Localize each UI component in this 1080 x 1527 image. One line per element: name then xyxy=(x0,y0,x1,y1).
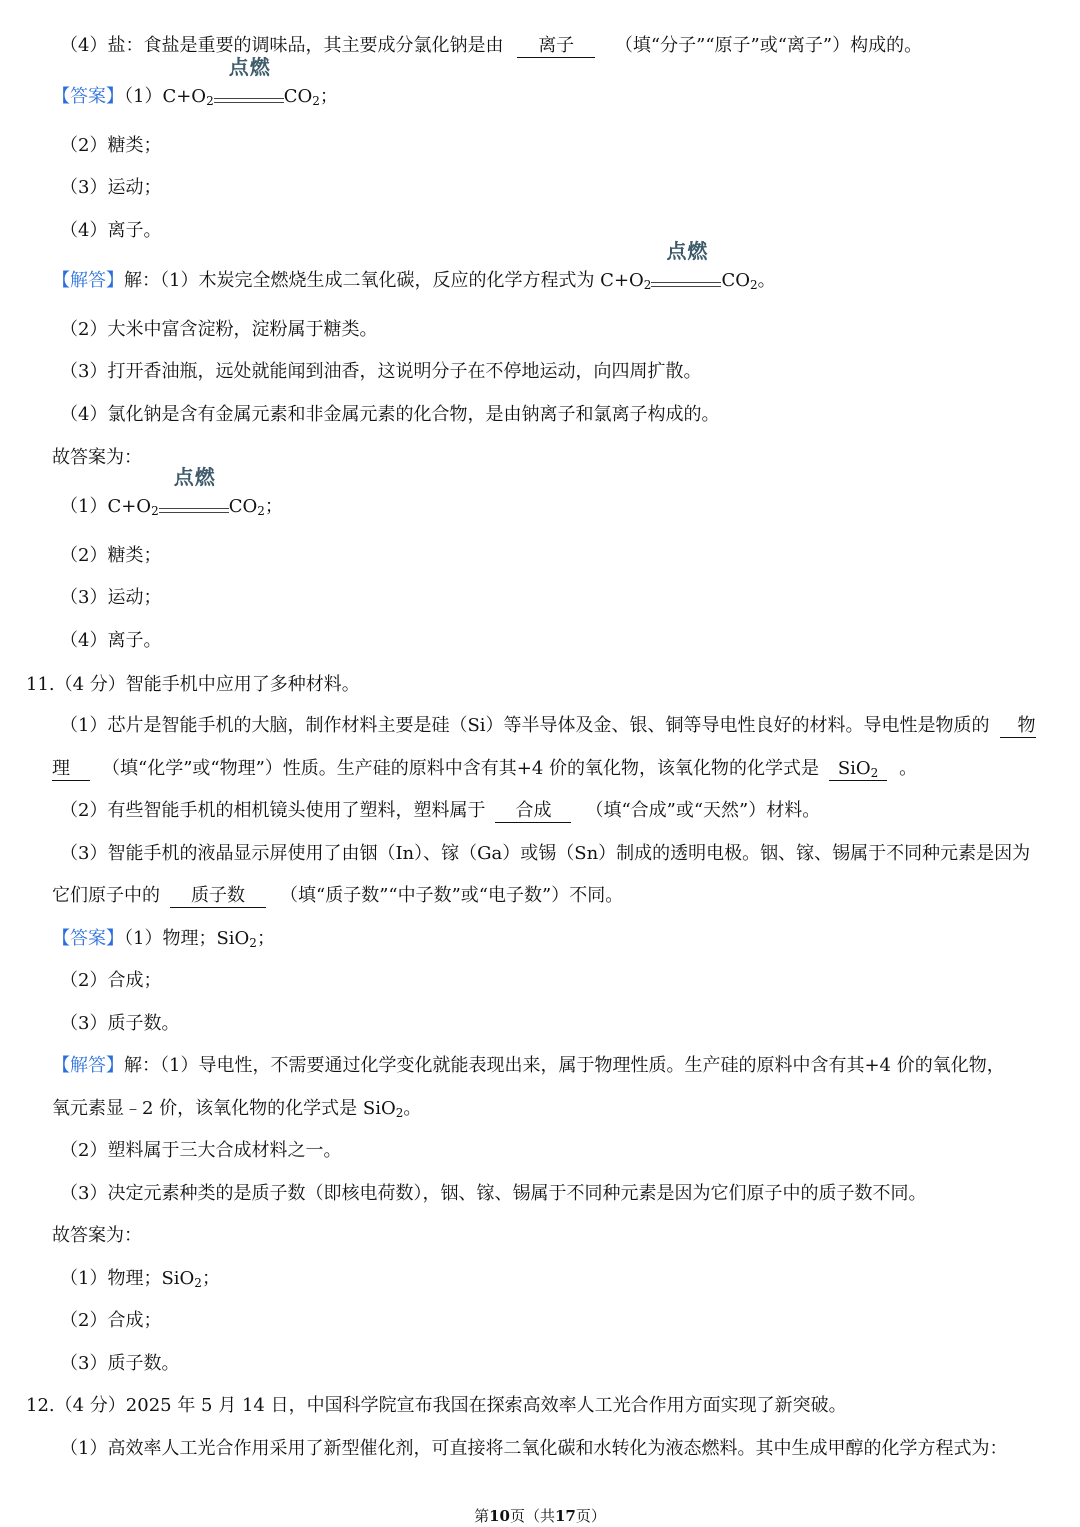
q11-stem: 11.（4 分）智能手机中应用了多种材料。 xyxy=(26,674,360,695)
q11-explain-line1: 【解答】解：（1）导电性，不需要通过化学变化就能表现出来，属于物理性质。生产硅的原料中含有其+4 价的氧化物， xyxy=(52,1055,1005,1076)
answer-tag: 【答案】 xyxy=(52,86,124,107)
q11-part2-line: （2）有些智能手机的相机镜头使用了塑料，塑料属于 合成 （填“合成”或“天然”）材料。 xyxy=(60,800,821,821)
q12-part1-line: （1）高效率人工光合作用采用了新型催化剂，可直接将二氧化碳和水转化为液态燃料。其中生成甲醇的化学方程式为： xyxy=(60,1438,1008,1459)
q11-explain-line3: （2）塑料属于三大合成材料之一。 xyxy=(60,1140,342,1161)
explain-tag: 【解答】 xyxy=(52,270,124,291)
q10-explain-line1: 【解答】解：（1）木炭完全燃烧生成二氧化碳，反应的化学方程式为 $C+O_2$ 点燃 $CO_2$。 xyxy=(52,239,776,292)
q11-part1-formula-blank: SiO$_2$ xyxy=(829,758,887,781)
q11-answer-line2: （2）合成； xyxy=(60,970,162,991)
q11-part3-line2: 它们原子中的 质子数 （填“质子数”“中子数”或“电子数”）不同。 xyxy=(52,885,624,906)
current-page-number: 10 xyxy=(489,1507,510,1525)
q12-stem: 12.（4 分）2025 年 5 月 14 日，中国科学院宣布我国在探索高效率人工光合作用方面实现了新突破。 xyxy=(26,1395,847,1416)
reaction-condition: 点燃 xyxy=(666,239,709,263)
page-footer: 第10页（共17页） xyxy=(474,1507,606,1525)
q10-answer-line1: 【答案】$(1)C+O_2$ 点燃 $CO_2$； xyxy=(52,55,338,108)
q10-answer-line2: （2）糖类； xyxy=(60,135,162,156)
reaction-condition: 点燃 xyxy=(228,55,271,79)
q10-part4-blank: 离子 xyxy=(517,35,595,58)
q11-part1-blank-end: 理 xyxy=(52,758,90,781)
q11-part2-blank: 合成 xyxy=(495,800,571,823)
q10-final-line3: （3）运动； xyxy=(60,587,162,608)
q10-final-line1: $(1)C+O_2$ 点燃 $CO_2$； xyxy=(60,465,283,518)
q11-final-line3: （3）质子数。 xyxy=(60,1353,180,1374)
q11-final-line1: （1）物理；SiO$_2$； xyxy=(60,1268,220,1290)
reaction-condition: 点燃 xyxy=(173,465,216,489)
explain-tag: 【解答】 xyxy=(52,1055,124,1076)
q11-explain-line2: 氧元素显﹣2 价，该氧化物的化学式是 SiO$_2$。 xyxy=(52,1098,422,1120)
q11-final-label: 故答案为： xyxy=(52,1225,142,1246)
q11-answer-line3: （3）质子数。 xyxy=(60,1013,180,1034)
q10-answer-line3: （3）运动； xyxy=(60,177,162,198)
q11-part1-line1: （1）芯片是智能手机的大脑，制作材料主要是硅（Si）等半导体及金、银、铜等导电性良好的材料。导电性是物质的 物 xyxy=(60,715,1036,736)
q11-part1-blank-start: 物 xyxy=(1000,715,1036,738)
q10-explain-line4: （4）氯化钠是含有金属元素和非金属元素的化合物，是由钠离子和氯离子构成的。 xyxy=(60,404,720,425)
q11-explain-line4: （3）决定元素种类的是质子数（即核电荷数），铟、镓、锡属于不同种元素是因为它们原子中的质子数不同。 xyxy=(60,1183,927,1204)
q11-part3-blank: 质子数 xyxy=(170,885,266,908)
q11-answer-line1: 【答案】（1）物理；SiO$_2$； xyxy=(52,928,275,950)
q10-final-label: 故答案为： xyxy=(52,447,142,468)
q10-answer-line4: （4）离子。 xyxy=(60,220,162,241)
reaction-arrow xyxy=(159,465,229,520)
reaction-arrow xyxy=(214,55,284,110)
reaction-arrow xyxy=(651,239,721,294)
q10-part4-line: （4）盐：食盐是重要的调味品，其主要成分氯化钠是由 离子 （填“分子”“原子”或“离子”）构成的。 xyxy=(60,35,923,56)
q10-final-line4: （4）离子。 xyxy=(60,630,162,651)
q10-explain-line2: （2）大米中富含淀粉，淀粉属于糖类。 xyxy=(60,319,378,340)
answer-tag: 【答案】 xyxy=(52,928,124,949)
q11-part1-line2: 理 （填“化学”或“物理”）性质。生产硅的原料中含有其+4 价的氧化物，该氧化物的化学式是 SiO$_2$ 。 xyxy=(52,758,918,780)
total-page-number: 17 xyxy=(555,1507,576,1525)
q11-final-line2: （2）合成； xyxy=(60,1310,162,1331)
q10-explain-line3: （3）打开香油瓶，远处就能闻到油香，这说明分子在不停地运动，向四周扩散。 xyxy=(60,361,702,382)
q11-part3-line1: （3）智能手机的液晶显示屏使用了由铟（In）、镓（Ga）或锡（Sn）制成的透明电极。铟、镓、锡属于不同种元素是因为 xyxy=(60,843,1031,864)
q10-final-line2: （2）糖类； xyxy=(60,545,162,566)
